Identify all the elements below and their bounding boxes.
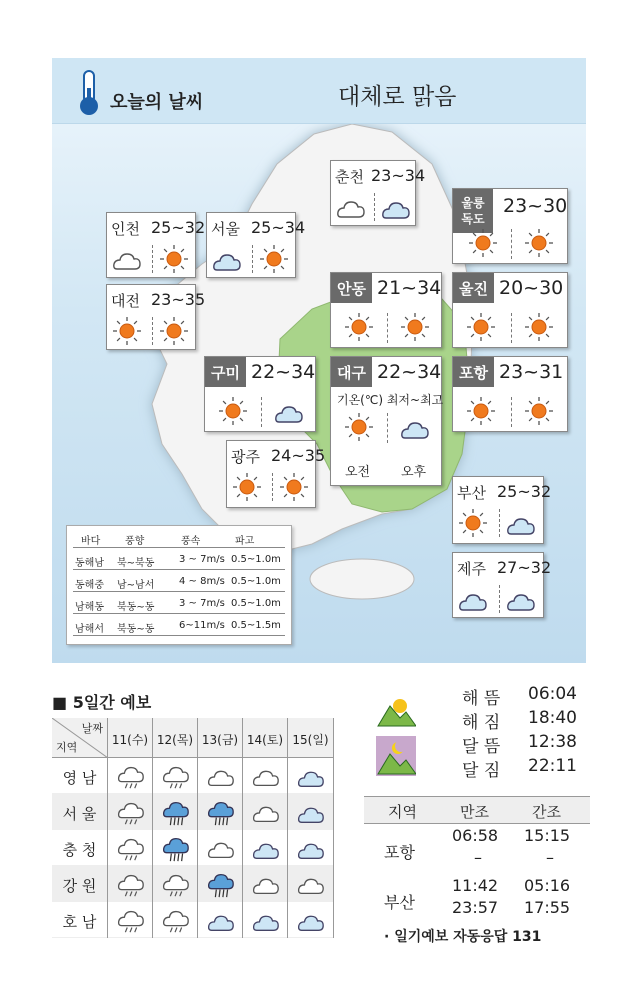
tide-region: 포항 (384, 843, 415, 862)
city-temp: 23~35 (151, 290, 206, 309)
sea-header: 파고 (235, 536, 255, 547)
partly-cloudy-icon (380, 191, 412, 223)
city-box (330, 272, 442, 348)
sunny-icon (343, 311, 375, 343)
forecast-cell (243, 830, 288, 866)
forecast-cell (153, 830, 198, 866)
cloudy-icon (251, 869, 281, 903)
forecast-cell (288, 794, 334, 830)
sunny-icon (231, 471, 263, 503)
cloudy-icon (111, 243, 143, 275)
sunny-icon (111, 315, 143, 347)
tide-row (364, 826, 590, 874)
sun-moon-label: 해 짐 (462, 713, 501, 733)
city-box (452, 188, 568, 264)
partly-cloudy-icon (457, 583, 489, 615)
tide-high-1: 11:42 (452, 876, 499, 895)
city-temp: 27~32 (497, 558, 552, 577)
tide-low-1: 05:16 (524, 876, 571, 895)
sea-cell: 동해남 (75, 558, 104, 569)
city-box (452, 476, 552, 544)
divider (511, 397, 512, 427)
divider (387, 413, 388, 443)
tide-high-2: – (474, 848, 482, 867)
city-box (452, 356, 568, 432)
day-header: 11(수) (108, 718, 153, 758)
divider (511, 229, 512, 259)
rain-cloud-icon (116, 797, 146, 831)
sea-cell: 북동~동 (117, 624, 155, 635)
tide-header: 만조 (460, 803, 489, 821)
forecast-cell (198, 830, 243, 866)
city-temp: 21~34 (377, 277, 442, 299)
pm-label: 오후 (401, 465, 427, 480)
sea-header: 풍향 (125, 536, 145, 547)
footer-phone: · 일기예보 자동응답 131 (384, 929, 542, 945)
cloudy-icon (251, 761, 281, 795)
city-box (106, 212, 206, 278)
sun-moon-row (462, 684, 592, 708)
city-temp: 24~35 (271, 446, 326, 465)
divider (387, 313, 388, 343)
sea-cell: 남해동 (75, 602, 104, 613)
corner-region-label: 지역 (56, 741, 78, 754)
forecast-title: ■ 5일간 예보 (52, 693, 152, 712)
sea-cell: 6~11m/s (179, 620, 225, 631)
forecast-cell (243, 902, 288, 938)
rain-cloud-icon (116, 905, 146, 939)
tide-high-1: 06:58 (452, 826, 499, 845)
sea-cell: 남해서 (75, 624, 104, 635)
cloudy-icon (251, 797, 281, 831)
sunny-icon (343, 411, 375, 443)
cloudy-icon (206, 833, 236, 867)
sunny-icon (467, 227, 499, 259)
partly-cloudy-icon (296, 797, 326, 831)
cloudy-icon (206, 761, 236, 795)
day-header: 14(토) (243, 718, 288, 758)
sunny-icon (278, 471, 310, 503)
tide-header-row (364, 796, 590, 824)
partly-cloudy-icon (273, 395, 305, 427)
heavy-rain-icon (206, 797, 236, 831)
sea-cell: 4 ~ 8m/s (179, 576, 225, 587)
city-temp: 23~34 (371, 166, 426, 185)
forecast-cell (288, 902, 334, 938)
divider (374, 193, 375, 221)
sunrise-icon (376, 690, 416, 730)
divider (261, 397, 262, 427)
partly-cloudy-icon (399, 411, 431, 443)
forecast-cell (153, 794, 198, 830)
tide-header: 지역 (388, 803, 417, 821)
day-header: 15(일) (288, 718, 334, 758)
city-box (452, 272, 568, 348)
sunny-icon (523, 311, 555, 343)
sun-moon-time: 22:11 (528, 756, 577, 776)
sea-cell: 0.5~1.5m (231, 620, 281, 631)
forecast-cell (108, 902, 153, 938)
partly-cloudy-icon (251, 905, 281, 939)
condition-summary: 대체로 맑음 (338, 84, 457, 110)
day-header: 12(목) (153, 718, 198, 758)
sunny-icon (523, 227, 555, 259)
region-name: 영 남 (52, 758, 108, 794)
city-temp: 22~34 (251, 361, 316, 383)
divider (499, 509, 500, 537)
partly-cloudy-icon (505, 507, 537, 539)
cloudy-icon (335, 191, 367, 223)
map-header (52, 58, 586, 124)
forecast-cell (243, 794, 288, 830)
city-box (330, 356, 442, 486)
tide-row (364, 876, 590, 924)
forecast-cell (288, 830, 334, 866)
corner-date-label: 날짜 (81, 722, 103, 735)
tide-header: 간조 (532, 803, 561, 821)
sea-header-row (73, 528, 285, 548)
divider (152, 317, 153, 345)
sun-moon-time: 12:38 (528, 732, 577, 752)
page-title: 오늘의 날씨 (110, 92, 204, 113)
sea-cell: 0.5~1.0m (231, 576, 281, 587)
cloudy-icon (296, 869, 326, 903)
city-tag: 대구 (331, 357, 372, 387)
divider (252, 245, 253, 273)
region-name: 호 남 (52, 902, 108, 938)
sunny-icon (158, 315, 190, 347)
city-tag-bottom: 독도 (461, 212, 485, 226)
divider (511, 313, 512, 343)
sun-moon-label: 달 짐 (462, 761, 501, 781)
heavy-rain-icon (161, 833, 191, 867)
tide-low-2: – (546, 848, 554, 867)
moonrise-icon (376, 736, 416, 776)
partly-cloudy-icon (206, 905, 236, 939)
forecast-cell (288, 866, 334, 902)
city-box (206, 212, 306, 278)
sea-cell: 동해중 (75, 580, 104, 591)
heavy-rain-icon (161, 797, 191, 831)
city-temp: 25~32 (151, 218, 206, 237)
sunny-icon (465, 311, 497, 343)
tide-high-2: 23:57 (452, 898, 499, 917)
city-temp: 25~32 (497, 482, 552, 501)
region-name: 충 청 (52, 830, 108, 866)
city-temp: 20~30 (499, 277, 564, 299)
city-name: 제주 (457, 560, 486, 578)
rain-cloud-icon (116, 833, 146, 867)
sun-moon-row (462, 732, 592, 756)
weather-map (52, 58, 586, 663)
sunny-icon (465, 395, 497, 427)
city-tag: 포항 (453, 357, 494, 387)
forecast-row (52, 830, 334, 866)
sunny-icon (217, 395, 249, 427)
forecast-row (52, 758, 334, 794)
city-name: 서울 (211, 220, 240, 238)
sea-cell: 북동~동 (117, 602, 155, 613)
forecast-cell (243, 758, 288, 794)
sunny-icon (258, 243, 290, 275)
city-temp: 23~31 (499, 361, 564, 383)
city-tag: 울진 (453, 273, 494, 303)
sea-header: 바다 (81, 536, 101, 547)
forecast-cell (198, 902, 243, 938)
sea-cell: 북~북동 (117, 558, 155, 569)
tide-low-1: 15:15 (524, 826, 571, 845)
partly-cloudy-icon (296, 905, 326, 939)
day-header: 13(금) (198, 718, 243, 758)
forecast-cell (198, 794, 243, 830)
rain-cloud-icon (161, 761, 191, 795)
city-name: 춘천 (335, 168, 364, 186)
city-name: 인천 (111, 220, 140, 238)
city-temp: 25~34 (251, 218, 306, 237)
forecast-cell (198, 758, 243, 794)
sea-row (73, 616, 285, 636)
sea-header: 풍속 (181, 536, 201, 547)
sunny-icon (523, 395, 555, 427)
sea-row (73, 594, 285, 614)
sea-row (73, 572, 285, 592)
forecast-row (52, 866, 334, 902)
tide-region: 부산 (384, 893, 415, 912)
sun-moon-row (462, 708, 592, 732)
divider (152, 245, 153, 273)
region-name: 강 원 (52, 866, 108, 902)
forecast-cell (153, 902, 198, 938)
city-tag: 안동 (331, 273, 372, 303)
sunny-icon (158, 243, 190, 275)
sea-cell: 3 ~ 7m/s (179, 598, 225, 609)
forecast-header-row (52, 718, 334, 758)
forecast-cell (108, 794, 153, 830)
forecast-cell (288, 758, 334, 794)
forecast-cell (243, 866, 288, 902)
forecast-cell (153, 866, 198, 902)
forecast-cell (108, 830, 153, 866)
region-name: 서 울 (52, 794, 108, 830)
city-name: 부산 (457, 484, 486, 502)
forecast-row (52, 794, 334, 830)
sun-moon-time: 06:04 (528, 684, 577, 704)
sunny-icon (457, 507, 489, 539)
forecast-cell (153, 758, 198, 794)
sea-row (73, 550, 285, 570)
sun-moon-row (462, 756, 592, 780)
sea-cell: 0.5~1.0m (231, 598, 281, 609)
city-tag-top: 울릉 (461, 196, 485, 210)
sea-cell: 3 ~ 7m/s (179, 554, 225, 565)
rain-cloud-icon (161, 869, 191, 903)
sun-moon-label: 해 뜸 (462, 689, 501, 709)
rain-cloud-icon (116, 761, 146, 795)
sea-cell: 0.5~1.0m (231, 554, 281, 565)
forecast-cell (108, 866, 153, 902)
city-name: 대전 (111, 292, 140, 310)
partly-cloudy-icon (296, 761, 326, 795)
sunny-icon (399, 311, 431, 343)
divider (499, 585, 500, 613)
city-name: 광주 (231, 448, 260, 466)
rain-cloud-icon (116, 869, 146, 903)
heavy-rain-icon (206, 869, 236, 903)
city-box (204, 356, 316, 432)
am-label: 오전 (345, 465, 371, 480)
sun-moon-time: 18:40 (528, 708, 577, 728)
legend-label: 기온(℃) 최저~최고 (337, 393, 444, 407)
forecast-cell (198, 866, 243, 902)
partly-cloudy-icon (211, 243, 243, 275)
city-temp: 22~34 (377, 361, 442, 383)
partly-cloudy-icon (296, 833, 326, 867)
city-temp: 23~30 (503, 195, 568, 217)
partly-cloudy-icon (251, 833, 281, 867)
city-box (106, 284, 206, 350)
tide-low-2: 17:55 (524, 898, 571, 917)
sea-table (66, 525, 292, 645)
city-box (226, 440, 326, 508)
thermometer-icon (74, 68, 104, 116)
corner-cell (52, 718, 108, 758)
sea-cell: 남~남서 (117, 580, 155, 591)
city-tag: 구미 (205, 357, 246, 387)
city-box (452, 552, 552, 618)
forecast-cell (108, 758, 153, 794)
sun-moon-label: 달 뜸 (462, 737, 501, 757)
divider (272, 473, 273, 501)
partly-cloudy-icon (505, 583, 537, 615)
city-box (330, 160, 426, 226)
rain-cloud-icon (161, 905, 191, 939)
forecast-row (52, 902, 334, 938)
